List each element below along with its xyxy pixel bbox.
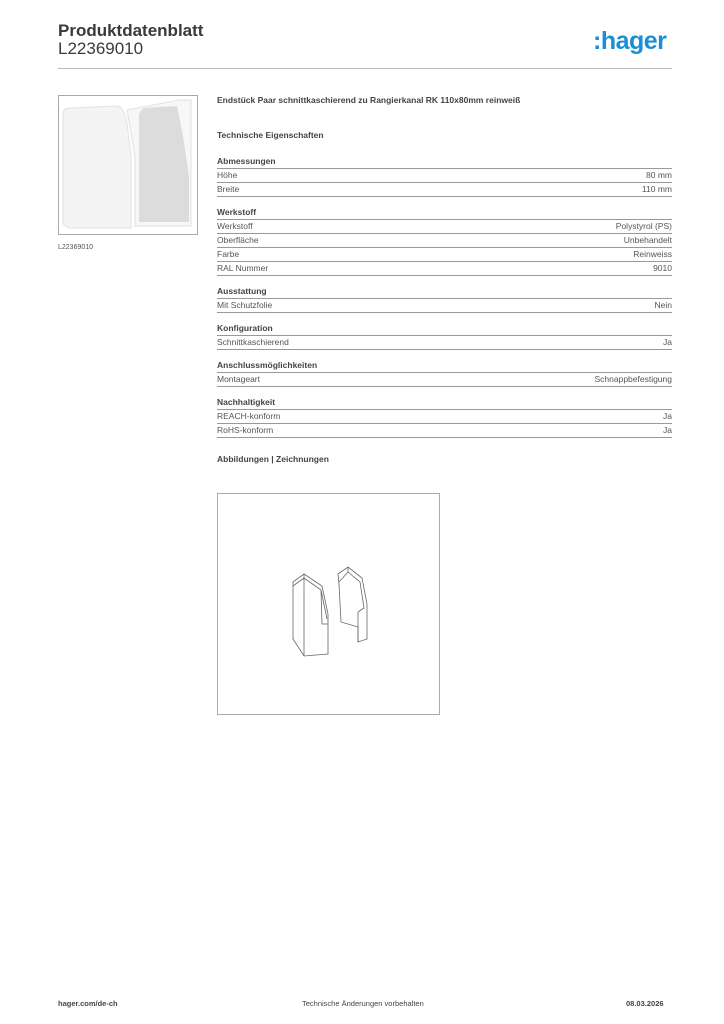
spec-row (217, 424, 672, 438)
spec-group-title: Abmessungen (217, 156, 672, 169)
tech-heading: Technische Eigenschaften (217, 130, 324, 140)
spec-label: Höhe (217, 170, 238, 180)
spec-value: 9010 (653, 263, 672, 273)
spec-row (217, 336, 672, 350)
spec-group (217, 286, 672, 313)
spec-value: Nein (654, 300, 672, 310)
spec-group (217, 397, 672, 438)
divider (58, 68, 672, 69)
spec-label: RoHS-konform (217, 425, 274, 435)
spec-group-title: Ausstattung (217, 286, 672, 299)
spec-value: Reinweiss (633, 249, 672, 259)
product-image (58, 95, 198, 235)
spec-row (217, 248, 672, 262)
spec-group-title: Werkstoff (217, 207, 672, 220)
spec-group-title: Anschlussmöglichkeiten (217, 360, 672, 373)
spec-row (217, 234, 672, 248)
spec-group-title: Konfiguration (217, 323, 672, 336)
spec-group (217, 323, 672, 350)
spec-label: Breite (217, 184, 240, 194)
spec-value: Ja (663, 425, 672, 435)
footer-disclaimer: Technische Änderungen vorbehalten (302, 999, 424, 1008)
drawings-heading: Abbildungen | Zeichnungen (217, 454, 329, 464)
spec-value: Ja (663, 337, 672, 347)
spec-value: Polystyrol (PS) (615, 221, 672, 231)
spec-value: Unbehandelt (623, 235, 672, 245)
spec-value: 110 mm (641, 184, 672, 194)
spec-group (217, 360, 672, 387)
spec-group-title: Nachhaltigkeit (217, 397, 672, 410)
spec-row (217, 262, 672, 276)
spec-row (217, 373, 672, 387)
spec-label: Werkstoff (217, 221, 253, 231)
spec-value: Schnappbefestigung (594, 374, 672, 384)
spec-section (217, 95, 672, 464)
footer-date: 08.03.2026 (626, 999, 664, 1008)
technical-drawing (217, 493, 440, 715)
thumbnail-caption: L22369010 (58, 244, 94, 251)
spec-label: Montageart (217, 374, 260, 384)
spec-row (217, 220, 672, 234)
spec-label: Schnittkaschierend (217, 337, 289, 347)
spec-label: Farbe (217, 249, 240, 259)
spec-row (217, 299, 672, 313)
spec-label: Mit Schutzfolie (217, 300, 273, 310)
spec-group (217, 156, 672, 197)
spec-label: Oberfläche (217, 235, 259, 245)
spec-label: REACH-konform (217, 411, 281, 421)
hager-logo: :hager (593, 27, 667, 55)
footer-website[interactable]: hager.com/de-ch (58, 999, 118, 1008)
spec-row (217, 410, 672, 424)
product-name: Endstück Paar schnittkaschierend zu Rangierkanal RK 110x80mm reinweiß (217, 95, 521, 105)
spec-label: RAL Nummer (217, 263, 269, 273)
spec-row (217, 169, 672, 183)
spec-value: Ja (663, 411, 672, 421)
spec-group (217, 207, 672, 276)
page-title: Produktdatenblatt (58, 21, 204, 40)
product-code: L22369010 (58, 39, 144, 58)
spec-row (217, 183, 672, 197)
spec-value: 80 mm (646, 170, 672, 180)
